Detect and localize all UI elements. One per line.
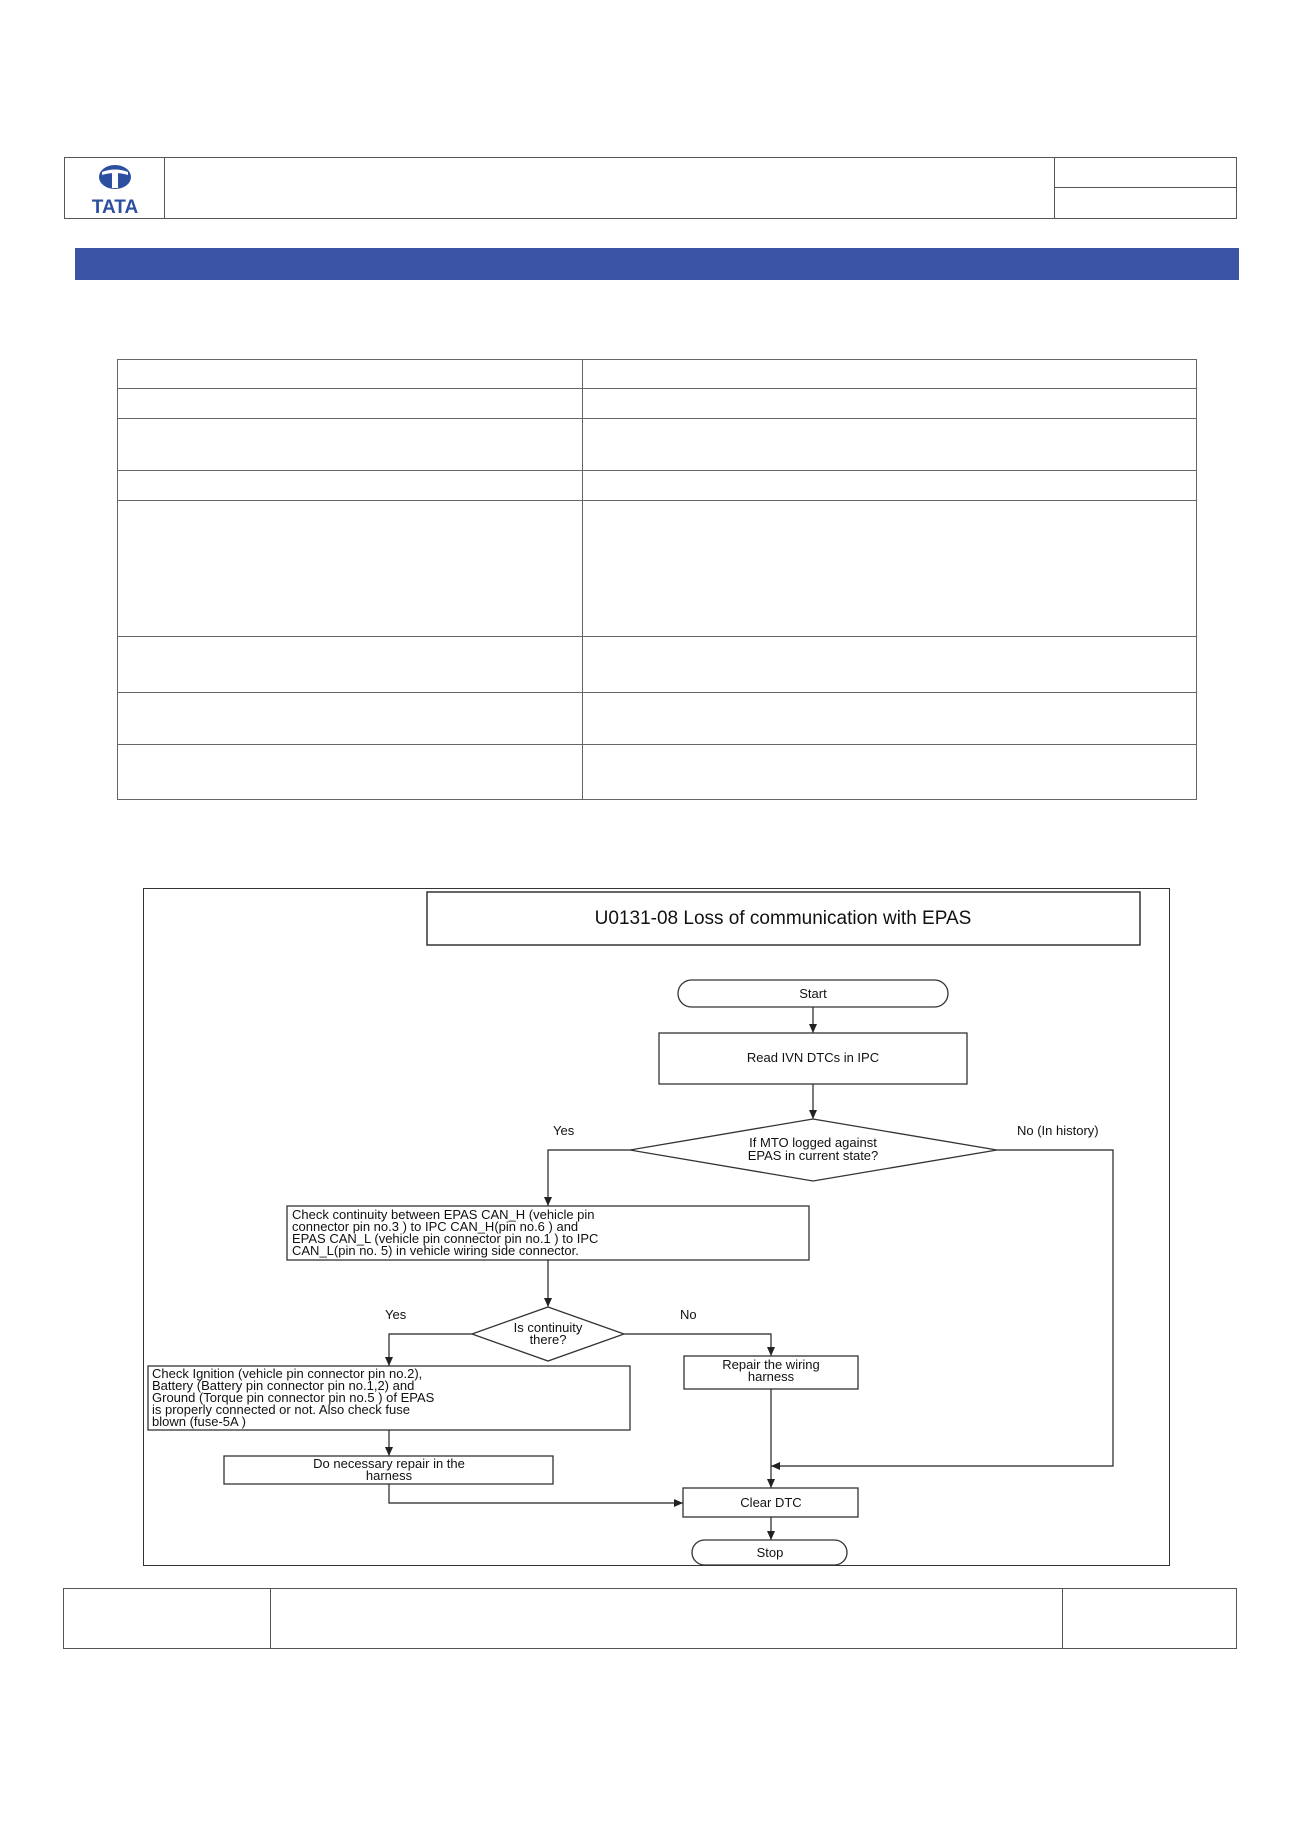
- check-ignition-line1: Check Ignition (vehicle pin connector pin no.2),: [152, 1366, 423, 1381]
- decision1-line2: EPAS in current state?: [747, 1148, 879, 1163]
- check-continuity-line1: Check continuity between EPAS CAN_H (vehicle pin: [292, 1207, 595, 1222]
- repair-wiring-line2: harness: [747, 1369, 795, 1384]
- footer-left-cell: [63, 1588, 271, 1649]
- check-continuity-line4: CAN_L(pin no. 5) in vehicle wiring side connector.: [292, 1243, 579, 1258]
- do-repair-line2: harness: [365, 1468, 413, 1483]
- footer-middle-cell: [270, 1588, 1063, 1649]
- no-label-2: No: [680, 1307, 697, 1322]
- read-dtc-label: Read IVN DTCs in IPC: [746, 1050, 880, 1065]
- flowchart-title: U0131-08 Loss of communication with EPAS: [594, 908, 972, 929]
- clear-dtc-label: Clear DTC: [740, 1495, 802, 1510]
- footer-right-cell: [1062, 1588, 1237, 1649]
- no-history-label: No (In history): [1017, 1123, 1099, 1138]
- check-continuity-line2: connector pin no.3 ) to IPC CAN_H(pin no.6 ) and: [292, 1219, 579, 1234]
- check-continuity-line3: EPAS CAN_L (vehicle pin connector pin no.1 ) to IPC: [292, 1231, 599, 1246]
- check-ignition-line5: blown (fuse-5A ): [152, 1414, 246, 1429]
- check-ignition-line3: Ground (Torque pin connector pin no.5 ) of EPAS: [152, 1390, 435, 1405]
- yes-label-1: Yes: [553, 1123, 575, 1138]
- decision2-line2: there?: [529, 1332, 567, 1347]
- stop-label: Stop: [756, 1545, 784, 1560]
- check-ignition-line4: is properly connected or not. Also check fuse: [152, 1402, 410, 1417]
- check-ignition-line2: Battery (Battery pin connector pin no.1,2) and: [152, 1378, 415, 1393]
- do-repair-line1: Do necessary repair in the: [313, 1456, 465, 1471]
- decision1-line1: If MTO logged against: [749, 1135, 877, 1150]
- yes-label-2: Yes: [385, 1307, 407, 1322]
- start-label: Start: [799, 986, 827, 1001]
- repair-wiring-line1: Repair the wiring: [722, 1357, 820, 1372]
- decision2-line1: Is continuity: [513, 1320, 583, 1335]
- logo-text: TATA: [91, 197, 139, 218]
